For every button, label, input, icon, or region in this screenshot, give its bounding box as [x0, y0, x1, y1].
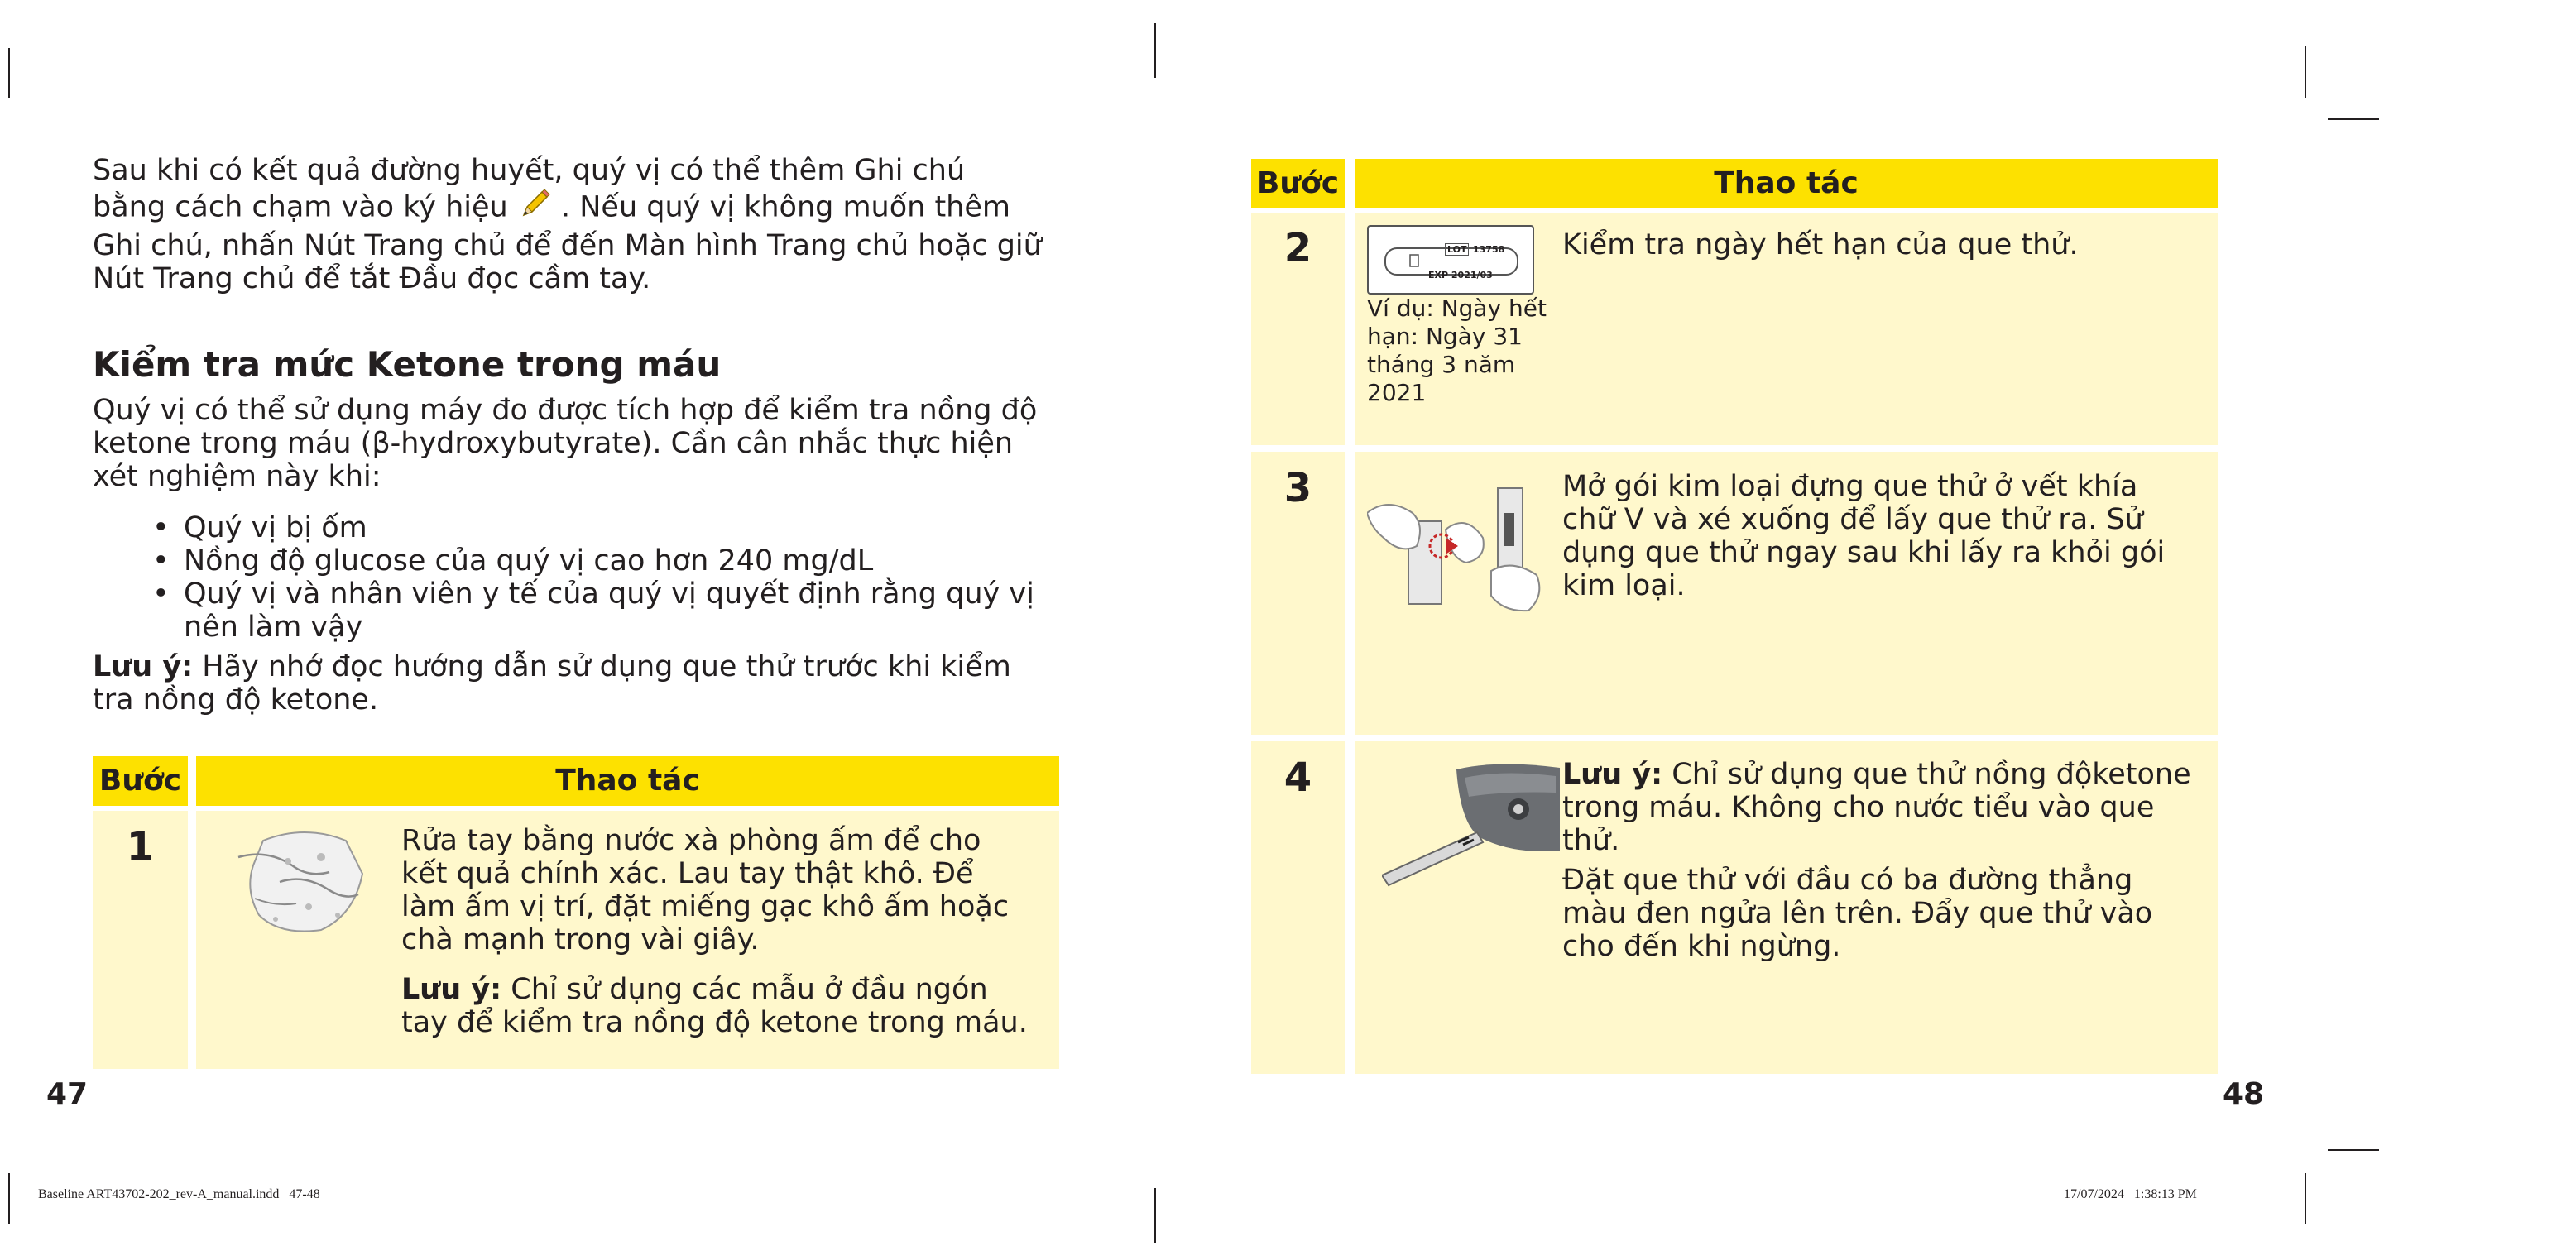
note-text: Hãy nhớ đọc hướng dẫn sử dụng que thử trước khi kiểm tra nồng độ ketone.: [93, 650, 1011, 716]
crop-mark: [2328, 118, 2379, 120]
intro-paragraph: [93, 154, 1044, 295]
timestamp: 17/07/2024 1:38:13 PM: [2064, 1187, 2197, 1201]
step1-text: Rửa tay bằng nước xà phòng ấm để cho kết quả chính xác. Lau tay thật khô. Để làm ấm vị trí, đặt miếng gạc khô ấm hoặc chà mạnh trong vài giây.: [401, 824, 1010, 956]
crop-mark: [2305, 1173, 2306, 1224]
step-number: 1: [126, 824, 155, 870]
step3-text: Mở gói kim loại đựng que thử ở vết khía chữ V và xé xuống để lấy que thử ra. Sử dụng que thử ngay sau khi lấy ra khỏi gói kim loại.: [1562, 470, 2166, 602]
note-label: Lưu ý:: [93, 650, 194, 683]
foil-packet-illustration: [1367, 480, 1549, 614]
step4-note: [1562, 758, 2199, 857]
intro-text-before-icon: Sau khi có kết quả đường huyết, quý vị có thể thêm Ghi chú bằng cách chạm vào ký hiệu: [93, 154, 966, 224]
crop-mark: [1154, 23, 1156, 78]
label-exp: EXP 2021/03: [1428, 270, 1493, 280]
step4-text: Đặt que thử với đầu có ba đường thẳng màu đen ngửa lên trên. Đẩy que thử vào cho đến khi ngừng.: [1562, 864, 2153, 963]
step4-note-label: Lưu ý:: [1562, 758, 1663, 791]
step1-note-label: Lưu ý:: [401, 973, 502, 1006]
table-header-step: Bước: [1251, 159, 1345, 208]
step-number: 4: [1283, 755, 1312, 801]
step1-note: [401, 973, 1030, 1039]
label-lot: LOT: [1445, 243, 1469, 256]
hand-washing-illustration: [230, 824, 375, 940]
crop-mark: [2328, 1149, 2379, 1151]
crop-mark: [1154, 1188, 1156, 1243]
label-lot-value: 13758: [1473, 244, 1505, 255]
step2-text: Kiểm tra ngày hết hạn của que thử.: [1562, 228, 2079, 261]
table-header-action: Thao tác: [196, 756, 1059, 806]
strip-label-illustration: [1367, 225, 1534, 295]
crop-mark: [2305, 46, 2306, 98]
meter-strip-illustration: [1382, 760, 1560, 892]
list-item: • Nồng độ glucose của quý vị cao hơn 240 mg/dL: [93, 544, 1053, 577]
section-paragraph: Quý vị có thể sử dụng máy đo được tích hợp để kiểm tra nồng độ ketone trong máu (β-hydroxybutyrate). Cần cân nhắc thực hiện xét nghiệm này khi:: [93, 394, 1038, 493]
intro-text-after-icon: . Nếu quý vị không muốn thêm Ghi chú, nhấn Nút Trang chủ để đến Màn hình Trang chủ hoặc giữ Nút Trang chủ để tắt Đầu đọc cầm tay.: [93, 190, 1042, 295]
condition-list: [93, 511, 1053, 644]
table-header-action: Thao tác: [1355, 159, 2218, 208]
table-header-step: Bước: [93, 756, 188, 806]
step-number: 3: [1283, 465, 1312, 511]
pencil-icon: [517, 187, 552, 229]
step1-note-text: Chỉ sử dụng các mẫu ở đầu ngón tay để kiểm tra nồng độ ketone trong máu.: [401, 973, 1028, 1039]
list-item: • Quý vị bị ốm: [93, 511, 1053, 544]
page-number-left: 47: [46, 1077, 89, 1111]
crop-mark: [8, 1173, 10, 1224]
section-heading: Kiểm tra mức Ketone trong máu: [93, 344, 722, 385]
list-item: • Quý vị và nhân viên y tế của quý vị quyết định rằng quý vị nên làm vậy: [93, 577, 1053, 644]
step4-note-text: Chỉ sử dụng que thử nồng độketone trong máu. Không cho nước tiểu vào que thử.: [1562, 758, 2191, 857]
step-number: 2: [1283, 225, 1312, 271]
file-info: Baseline ART43702-202_rev-A_manual.indd 47-48: [38, 1187, 320, 1201]
page-number-right: 48: [2223, 1077, 2265, 1111]
crop-mark: [8, 48, 10, 98]
step2-caption: Ví dụ: Ngày hết hạn: Ngày 31 tháng 3 năm 2021: [1367, 295, 1547, 406]
note-paragraph: [93, 650, 1044, 716]
